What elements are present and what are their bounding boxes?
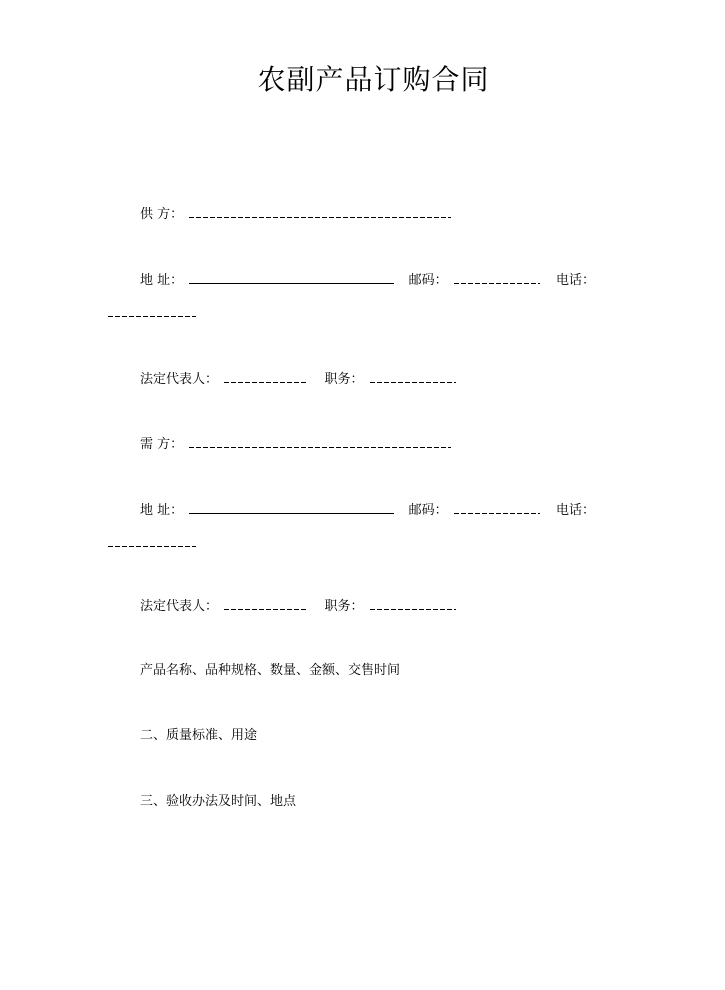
supplier-line: [140, 205, 453, 224]
buyer-label: 需 方：: [140, 437, 184, 452]
supplier-phone-line: [108, 304, 196, 323]
buyer-rep-line: [140, 597, 458, 616]
buyer-rep-label: 法定代表人：: [140, 599, 219, 614]
section-item: 产品名称、品种规格、数量、金额、交售时间: [140, 663, 401, 678]
buyer-phone-line: [108, 534, 196, 553]
supplier-label: 供 方：: [140, 207, 184, 222]
buyer-blank[interactable]: [189, 435, 451, 448]
supplier-address-line: [140, 270, 595, 290]
buyer-postcode-label: 邮码：: [408, 503, 448, 518]
supplier-position-label: 职务：: [324, 372, 364, 387]
supplier-position-blank[interactable]: [370, 370, 456, 383]
document-title: 农副产品订购合同: [257, 63, 490, 96]
buyer-position-label: 职务：: [324, 599, 364, 614]
section-item: 三、验收办法及时间、地点: [140, 794, 297, 809]
buyer-postcode-blank[interactable]: [454, 501, 540, 514]
buyer-address-label: 地 址：: [140, 503, 184, 518]
supplier-postcode-label: 邮码：: [408, 273, 448, 288]
buyer-address-line: [140, 500, 595, 520]
supplier-postcode-blank[interactable]: [454, 271, 540, 284]
supplier-address-label: 地 址：: [140, 273, 184, 288]
buyer-line: [140, 435, 453, 454]
supplier-rep-blank[interactable]: [224, 370, 308, 383]
supplier-phone-label: 电话：: [556, 273, 596, 288]
buyer-phone-label: 电话：: [556, 503, 596, 518]
buyer-position-blank[interactable]: [370, 597, 456, 610]
buyer-address-blank[interactable]: [189, 500, 394, 514]
supplier-rep-line: [140, 370, 458, 389]
supplier-address-blank[interactable]: [189, 270, 394, 284]
supplier-rep-label: 法定代表人：: [140, 372, 219, 387]
supplier-blank[interactable]: [189, 205, 451, 218]
supplier-phone-blank[interactable]: [108, 304, 196, 317]
buyer-rep-blank[interactable]: [224, 597, 308, 610]
section-item: 二、质量标准、用途: [140, 728, 258, 743]
buyer-phone-blank[interactable]: [108, 534, 196, 547]
